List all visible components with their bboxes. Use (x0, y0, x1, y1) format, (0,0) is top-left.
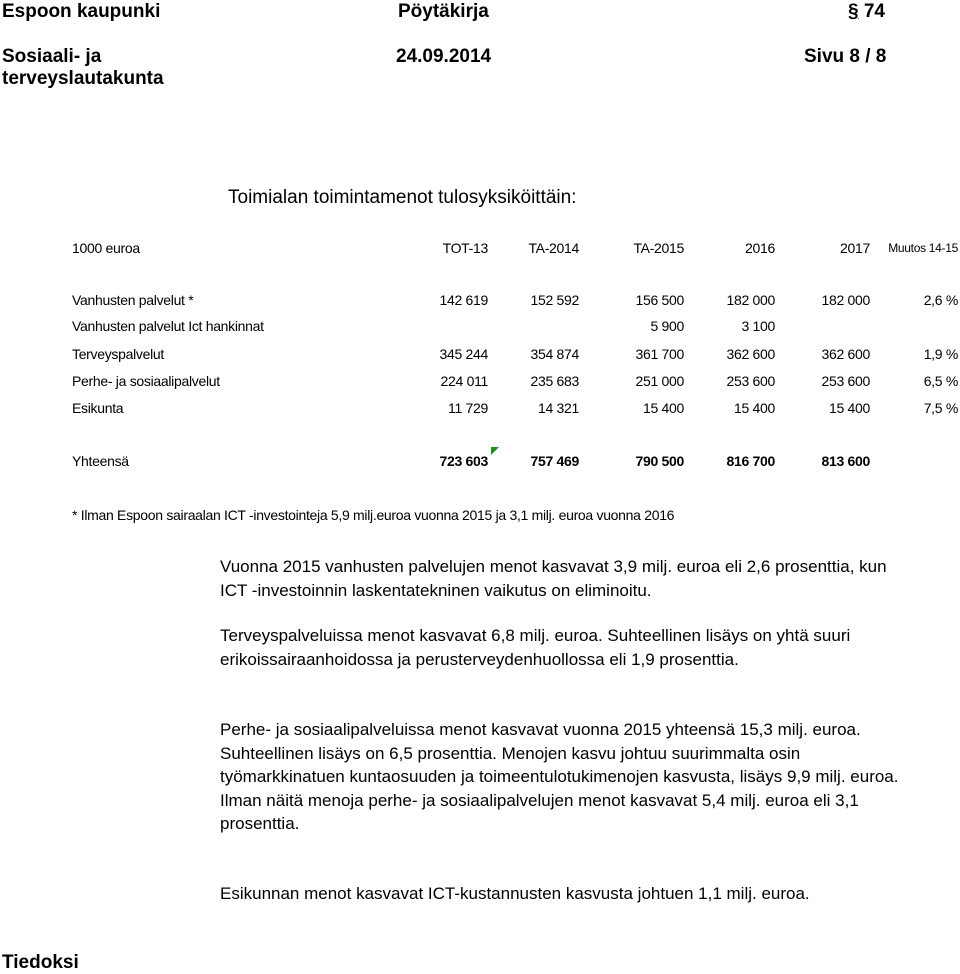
table-cell: 5 900 (650, 318, 684, 334)
paragraph-health-services: Terveyspalveluissa menot kasvavat 6,8 milj. euroa. Suhteellinen lisäys on yhtä suuri erikoissairaanhoidossa ja perusterveydenhuollossa eli 1,9 prosenttia. (220, 626, 851, 669)
table-cell: 15 400 (733, 400, 775, 416)
table-cell: 6,5 % (923, 373, 958, 389)
column-header: TOT-13 (442, 240, 488, 256)
column-header: 2017 (840, 240, 870, 256)
row-label: Vanhusten palvelut * (72, 292, 194, 308)
table-cell: 224 011 (440, 373, 488, 389)
page-number: Sivu 8 / 8 (804, 46, 887, 67)
table-cell: 253 600 (821, 373, 870, 389)
paragraph-elderly-services: Vuonna 2015 vanhusten palvelujen menot kasvavat 3,9 milj. euroa eli 2,6 prosenttia, kun ICT -investoinnin laskentatekninen vaikutus on eliminoitu. (220, 557, 887, 600)
section-symbol: § (848, 1, 859, 22)
table-cell: 1,9 % (923, 346, 958, 362)
table-cell: 757 469 (530, 453, 579, 469)
section-number-value: 74 (863, 1, 885, 22)
table-cell: 362 600 (726, 346, 775, 362)
table-cell: 142 619 (439, 292, 488, 308)
table-cell: 15 400 (642, 400, 684, 416)
row-label: Esikunta (72, 400, 124, 416)
column-header: Muutos 14-15 (888, 241, 958, 255)
document-type: Pöytäkirja (398, 1, 489, 22)
unit-label: 1000 euroa (72, 240, 140, 256)
total-label: Yhteensä (72, 453, 129, 469)
table-cell: 14 321 (537, 400, 579, 416)
board-name: Sosiaali- ja terveyslautakunta (2, 46, 164, 89)
table-row (0, 398, 960, 418)
city-name: Espoon kaupunki (2, 1, 161, 22)
table-title: Toimialan toimintamenot tulosyksiköittäin: (228, 187, 577, 208)
paragraph-family-social-services: Perhe- ja sosiaalipalveluissa menot kasvavat vuonna 2015 yhteensä 15,3 milj. euroa. Suhteellinen lisäys on 6,5 prosenttia. Menojen kasvu johtuu suurimmalta osin työmarkkinatuen kuntaosuuden ja toimeentulotukimenojen kasvusta, lisäys 9,9 milj. euroa. Ilman näitä menoja perhe- ja sosiaalipalvelujen menot kasvavat 5,4 milj. euroa eli 3,1 prosenttia. (220, 720, 899, 833)
table-cell: 816 700 (726, 453, 775, 469)
table-cell: 723 603 (439, 453, 488, 469)
table-cell: 156 500 (635, 292, 684, 308)
table-row (0, 290, 960, 310)
table-cell: 182 000 (821, 292, 870, 308)
column-header: TA-2015 (633, 240, 684, 256)
table-cell: 361 700 (635, 346, 684, 362)
table-row (0, 371, 960, 391)
table-cell: 15 400 (828, 400, 870, 416)
distribution-label: Tiedoksi (2, 952, 79, 973)
table-cell: 790 500 (635, 453, 684, 469)
table-footnote: * Ilman Espoon sairaalan ICT -investointeja 5,9 milj.euroa vuonna 2015 ja 3,1 milj. euroa vuonna 2016 (72, 507, 675, 523)
column-header: TA-2014 (528, 240, 579, 256)
meeting-date: 24.09.2014 (396, 46, 492, 67)
table-cell: 251 000 (635, 373, 684, 389)
row-label: Vanhusten palvelut Ict hankinnat (72, 318, 264, 334)
table-total-row (0, 451, 960, 471)
table-cell: 3 100 (741, 318, 775, 334)
table-cell: 7,5 % (923, 400, 958, 416)
column-header: 2016 (745, 240, 775, 256)
table-cell: 354 874 (530, 346, 579, 362)
table-cell: 235 683 (530, 373, 579, 389)
paragraph-staff-unit: Esikunnan menot kasvavat ICT-kustannusten kasvusta johtuen 1,1 milj. euroa. (220, 884, 810, 903)
table-cell: 2,6 % (923, 292, 958, 308)
table-row (0, 344, 960, 364)
table-cell: 152 592 (530, 292, 579, 308)
row-label: Terveyspalvelut (72, 346, 164, 362)
table-cell: 253 600 (726, 373, 775, 389)
table-header-row (0, 238, 960, 258)
table-cell: 345 244 (439, 346, 488, 362)
table-row (0, 316, 960, 336)
table-cell: 11 729 (448, 400, 488, 416)
section-number (848, 1, 885, 23)
table-cell: 182 000 (726, 292, 775, 308)
table-cell: 362 600 (821, 346, 870, 362)
row-label: Perhe- ja sosiaalipalvelut (72, 373, 220, 389)
table-cell: 813 600 (821, 453, 870, 469)
